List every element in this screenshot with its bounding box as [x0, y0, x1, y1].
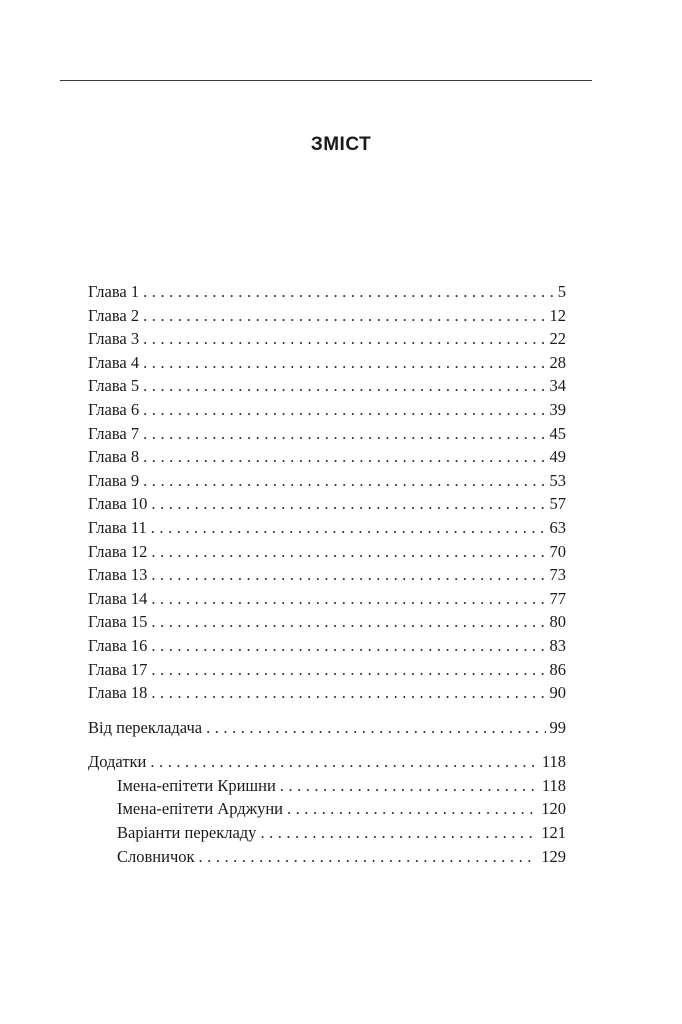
toc-entry-label: Глава 9	[88, 470, 140, 490]
toc-entry-appendices[interactable]	[88, 750, 566, 774]
toc-entry-page: 120	[541, 799, 566, 819]
appendices-group	[88, 750, 566, 868]
dot-leader	[143, 374, 545, 398]
toc-entry-page: 49	[549, 447, 566, 467]
toc-entry-chapter-17[interactable]	[88, 658, 566, 682]
toc-entry-chapter-8[interactable]	[88, 445, 566, 469]
toc-entry-label: Глава 14	[88, 588, 148, 608]
toc-entry-krishna-epithets[interactable]	[88, 774, 566, 798]
toc-entry-page: 129	[541, 846, 566, 866]
translator-note-group	[88, 716, 566, 740]
toc-entry-page: 63	[549, 517, 566, 537]
toc-entry-chapter-9[interactable]	[88, 469, 566, 493]
toc-entry-label: Глава 4	[88, 352, 140, 372]
toc-entry-page: 70	[549, 541, 566, 561]
toc-entry-label: Глава 13	[88, 565, 148, 585]
dot-leader	[143, 304, 545, 328]
table-of-contents	[88, 280, 566, 868]
toc-entry-label: Додатки	[88, 752, 147, 772]
toc-entry-page: 121	[541, 823, 566, 843]
dot-leader	[260, 821, 537, 845]
toc-entry-label: Глава 1	[88, 282, 140, 301]
dot-leader	[206, 716, 545, 740]
toc-entry-chapter-11[interactable]	[88, 516, 566, 540]
dot-leader	[143, 422, 545, 446]
dot-leader	[151, 658, 545, 682]
toc-entry-translator-note[interactable]	[88, 716, 566, 740]
page-title: ЗМІСТ	[310, 134, 372, 155]
toc-entry-label: Глава 17	[88, 659, 148, 679]
toc-entry-label: Глава 16	[88, 635, 148, 655]
toc-entry-chapter-10[interactable]	[88, 492, 566, 516]
toc-entry-page: 45	[549, 423, 566, 443]
toc-entry-chapter-15[interactable]	[88, 610, 566, 634]
toc-entry-chapter-3[interactable]	[88, 327, 566, 351]
toc-entry-page: 118	[541, 775, 566, 795]
toc-entry-page: 77	[549, 588, 566, 608]
toc-entry-page: 22	[549, 329, 566, 349]
toc-entry-chapter-2[interactable]	[88, 304, 566, 328]
toc-entry-page: 34	[549, 376, 566, 396]
dot-leader	[199, 845, 538, 869]
toc-entry-arjuna-epithets[interactable]	[88, 797, 566, 821]
toc-entry-page: 86	[549, 659, 566, 679]
toc-entry-label: Глава 15	[88, 612, 148, 632]
toc-entry-page: 57	[549, 494, 566, 514]
toc-entry-label: Глава 2	[88, 305, 140, 325]
toc-entry-page: 99	[549, 717, 566, 737]
toc-entry-label: Глава 10	[88, 494, 148, 514]
dot-leader	[280, 774, 538, 798]
toc-entry-page: 53	[549, 470, 566, 490]
dot-leader	[143, 280, 554, 304]
toc-entry-label: Глава 3	[88, 329, 140, 349]
toc-entry-label: Від перекладача	[88, 717, 203, 737]
toc-entry-label: Глава 7	[88, 423, 140, 443]
toc-entry-chapter-18[interactable]	[88, 681, 566, 705]
toc-entry-label: Глава 12	[88, 541, 148, 561]
toc-entry-page: 83	[549, 635, 566, 655]
toc-entry-page: 39	[549, 399, 566, 419]
toc-entry-chapter-5[interactable]	[88, 374, 566, 398]
toc-entry-label: Глава 11	[88, 517, 147, 537]
chapters-group	[88, 280, 566, 705]
dot-leader	[143, 398, 545, 422]
toc-entry-chapter-16[interactable]	[88, 634, 566, 658]
toc-entry-label: Імена-епітети Кришни	[117, 775, 276, 795]
toc-entry-glossary[interactable]	[88, 845, 566, 869]
toc-entry-label: Глава 6	[88, 399, 140, 419]
dot-leader	[143, 469, 545, 493]
toc-entry-page: 73	[549, 565, 566, 585]
toc-entry-page: 5	[557, 282, 566, 301]
toc-entry-label: Словничок	[117, 846, 195, 866]
dot-leader	[151, 634, 545, 658]
toc-entry-label: Глава 18	[88, 683, 148, 703]
toc-entry-chapter-4[interactable]	[88, 351, 566, 375]
toc-entry-chapter-1[interactable]	[88, 280, 566, 304]
dot-leader	[143, 445, 545, 469]
dot-leader	[287, 797, 537, 821]
toc-entry-page: 90	[549, 683, 566, 703]
dot-leader	[151, 540, 545, 564]
toc-entry-chapter-14[interactable]	[88, 587, 566, 611]
toc-entry-label: Варіанти перекладу	[117, 823, 257, 843]
toc-entry-chapter-7[interactable]	[88, 422, 566, 446]
toc-entry-page: 28	[549, 352, 566, 372]
toc-entry-chapter-6[interactable]	[88, 398, 566, 422]
toc-entry-page: 118	[541, 752, 566, 772]
toc-entry-label: Глава 5	[88, 376, 140, 396]
dot-leader	[151, 516, 546, 540]
toc-entry-chapter-13[interactable]	[88, 563, 566, 587]
toc-entry-label: Глава 8	[88, 447, 140, 467]
top-rule	[60, 80, 592, 81]
dot-leader	[151, 587, 545, 611]
dot-leader	[151, 610, 545, 634]
toc-entry-chapter-12[interactable]	[88, 540, 566, 564]
toc-entry-page: 12	[549, 305, 566, 325]
dot-leader	[151, 492, 545, 516]
toc-entry-label: Імена-епітети Арджуни	[117, 799, 283, 819]
toc-entry-page: 80	[549, 612, 566, 632]
dot-leader	[143, 327, 545, 351]
dot-leader	[151, 681, 545, 705]
dot-leader	[150, 750, 537, 774]
dot-leader	[143, 351, 545, 375]
dot-leader	[151, 563, 545, 587]
toc-entry-translation-variants[interactable]	[88, 821, 566, 845]
